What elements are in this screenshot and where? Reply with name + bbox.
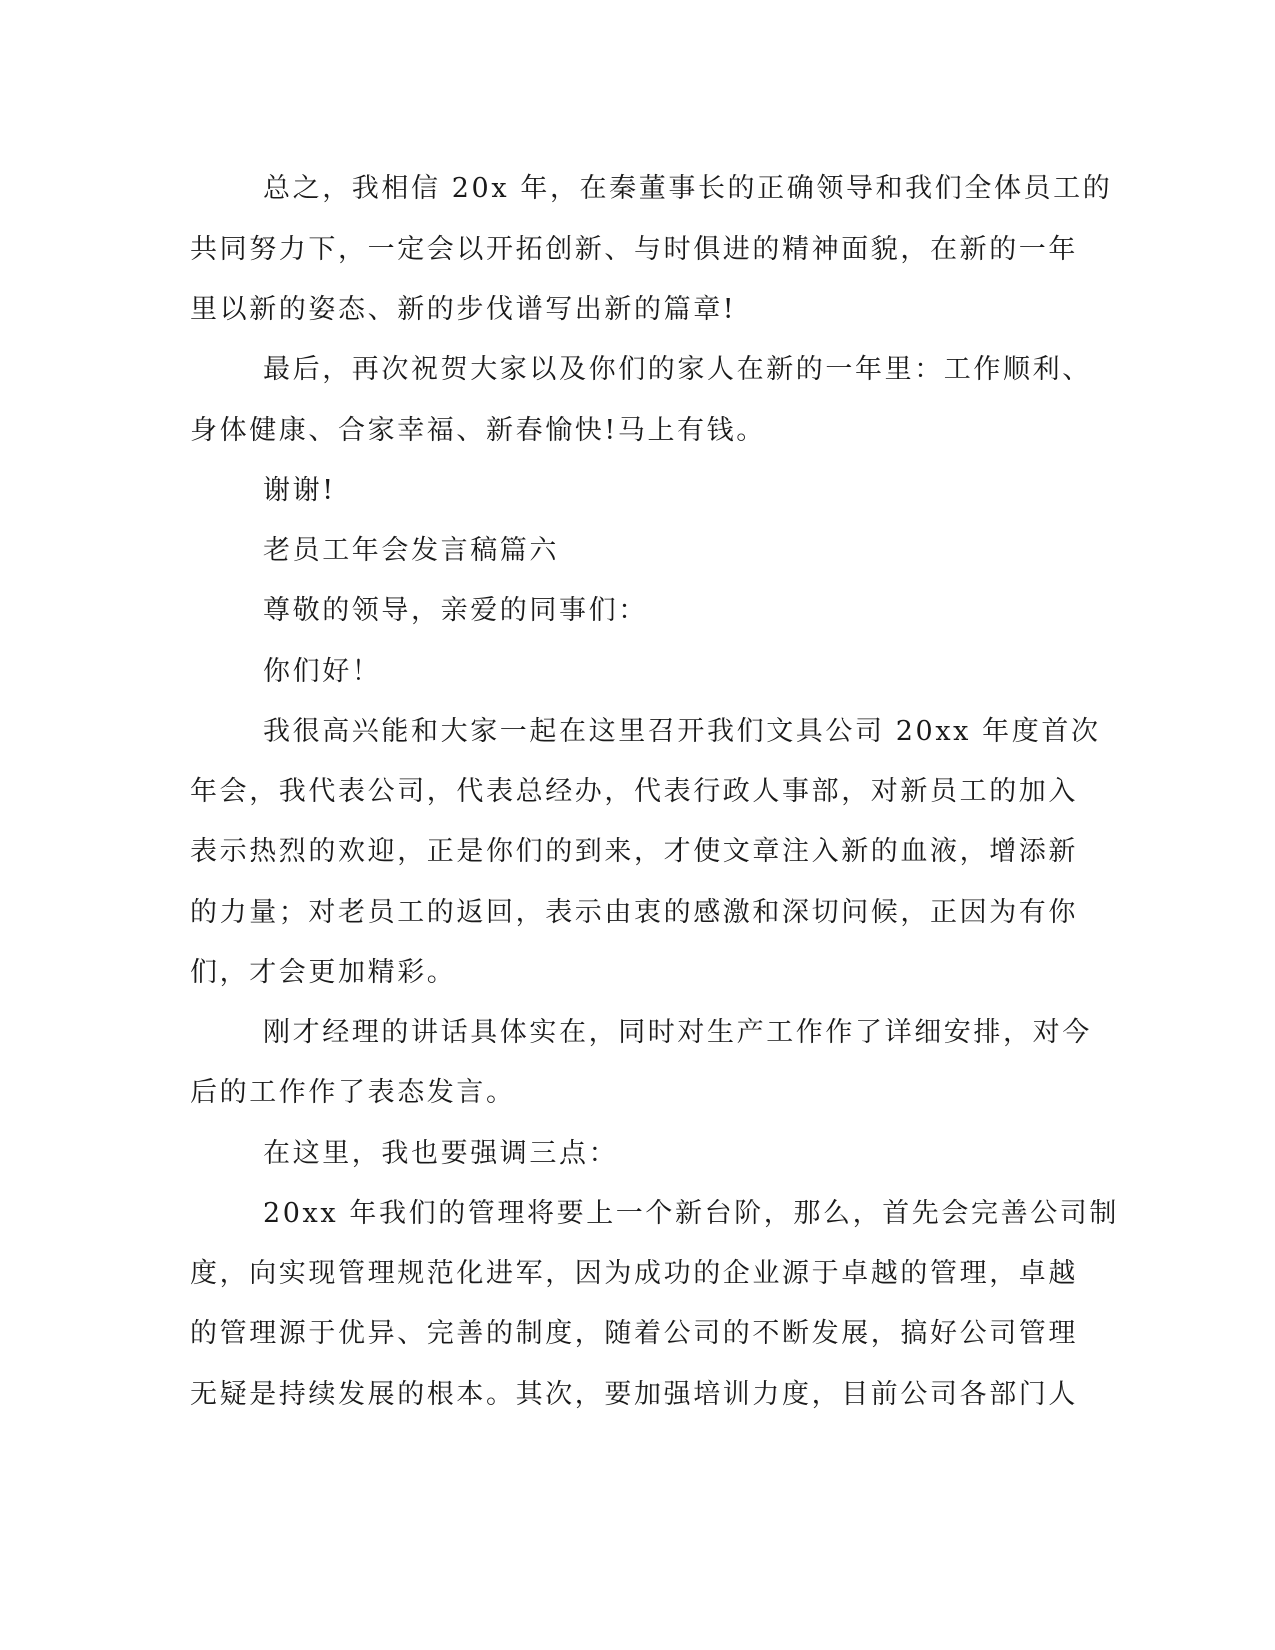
text-line: 度，向实现管理规范化进军，因为成功的企业源于卓越的管理，卓越 [190, 1258, 1078, 1289]
text-line: 刚才经理的讲话具体实在，同时对生产工作作了详细安排，对今 [263, 1017, 1092, 1048]
text-line: 身体健康、合家幸福、新春愉快!马上有钱。 [190, 415, 766, 446]
text-line: 20xx 年我们的管理将要上一个新台阶，那么，首先会完善公司制 [263, 1198, 1119, 1229]
text-line: 的力量；对老员工的返回，表示由衷的感激和深切问候，正因为有你 [190, 897, 1078, 928]
text-line: 总之，我相信 20x 年，在秦董事长的正确领导和我们全体员工的 [263, 173, 1113, 204]
text-line: 无疑是持续发展的根本。其次，要加强培训力度，目前公司各部门人 [190, 1379, 1078, 1410]
text-line: 我很高兴能和大家一起在这里召开我们文具公司 20xx 年度首次 [263, 716, 1101, 747]
greeting: 你们好！ [263, 656, 382, 687]
text-line: 年会，我代表公司，代表总经办，代表行政人事部，对新员工的加入 [190, 776, 1078, 807]
text-line: 里以新的姿态、新的步伐谱写出新的篇章! [190, 294, 737, 325]
salutation: 尊敬的领导，亲爱的同事们： [263, 595, 648, 626]
text-line: 在这里，我也要强调三点： [263, 1138, 619, 1169]
text-line: 共同努力下，一定会以开拓创新、与时俱进的精神面貌，在新的一年 [190, 234, 1078, 265]
text-line: 谢谢! [263, 475, 336, 506]
text-line: 的管理源于优异、完善的制度，随着公司的不断发展，搞好公司管理 [190, 1318, 1078, 1349]
section-heading: 老员工年会发言稿篇六 [263, 535, 559, 566]
text-line: 表示热烈的欢迎，正是你们的到来，才使文章注入新的血液，增添新 [190, 836, 1078, 867]
text-line: 们，才会更加精彩。 [190, 957, 457, 988]
text-line: 后的工作作了表态发言。 [190, 1077, 516, 1108]
text-line: 最后，再次祝贺大家以及你们的家人在新的一年里：工作顺利、 [263, 354, 1092, 385]
